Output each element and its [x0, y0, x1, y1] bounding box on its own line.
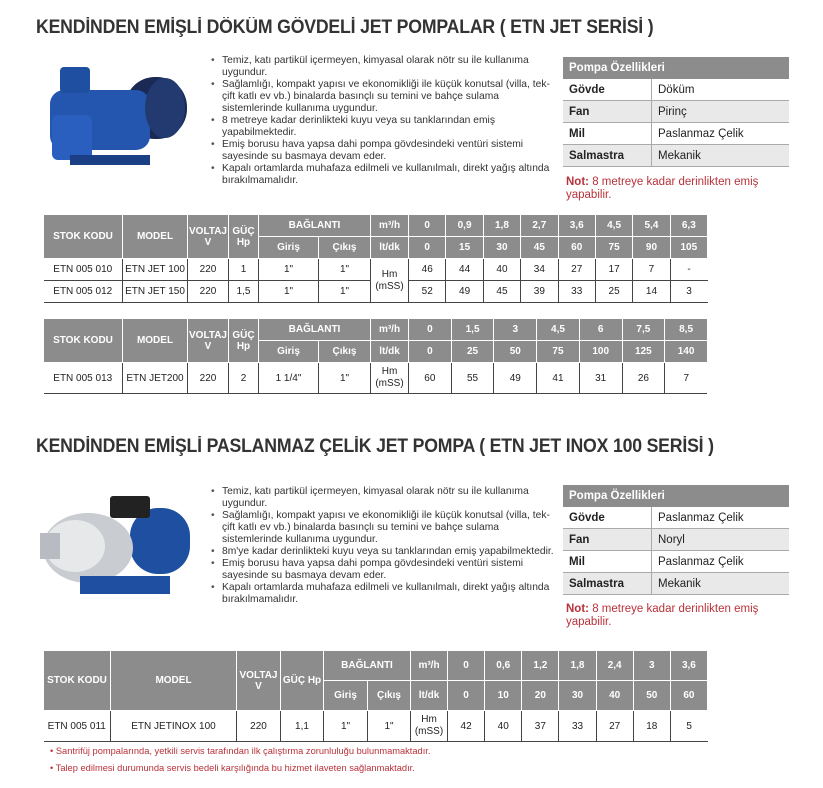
flow-ltdk: 60: [558, 237, 595, 259]
header-inlet: Giriş: [259, 341, 319, 363]
flow-ltdk: 25: [451, 341, 494, 363]
note-text: 8 metreye kadar derinlikten emiş yapabilir.: [566, 603, 759, 628]
head-value: 39: [521, 281, 558, 303]
spec-header: Pompa Özellikleri: [563, 485, 789, 507]
flow-m3h: 3: [633, 651, 670, 681]
head-value: 18: [633, 711, 670, 742]
flow-m3h: 1,8: [559, 651, 596, 681]
head-unit: Hm (mSS): [371, 259, 409, 303]
flow-ltdk: 30: [559, 681, 596, 711]
feature-item: • Sağlamlığı, kompakt yapısı ve ekonomikliği ile küçük konutsal (villa, tek-çift katlı ev vb.) binalarda basınçlı su temini ve bahçe sulama sistemlerinde kullanıma uygundur.: [210, 79, 555, 115]
flow-m3h: 4,5: [537, 319, 580, 341]
spec-value: Paslanmaz Çelik: [652, 507, 790, 529]
head-value: 45: [483, 281, 520, 303]
flow-ltdk: 50: [494, 341, 537, 363]
head-value: -: [670, 259, 707, 281]
flow-m3h: 3: [494, 319, 537, 341]
cast-iron-jet-pump-image: [30, 55, 205, 180]
header-voltage: VOLTAJ V: [188, 319, 229, 363]
feature-item: • Kapalı ortamlarda muhafaza edilmeli ve kullanılmalı, direkt yağış altında bırakılmamalıdır.: [210, 163, 555, 187]
flow-ltdk: 60: [670, 681, 707, 711]
head-value: 52: [409, 281, 446, 303]
head-value: 5: [670, 711, 707, 742]
flow-ltdk: 75: [595, 237, 632, 259]
section1-spec-table: [563, 57, 789, 167]
spec-key: Gövde: [563, 79, 652, 101]
spec-key: Mil: [563, 123, 652, 145]
flow-m3h: 0: [409, 215, 446, 237]
flow-m3h: 0,9: [446, 215, 483, 237]
stock-code: ETN 005 010: [44, 259, 123, 281]
section2-title: KENDİNDEN EMİŞLİ PASLANMAZ ÇELİK JET POMPA ( ETN JET INOX 100 SERİSİ ): [36, 436, 714, 457]
outlet: 1": [368, 711, 411, 742]
model: ETN JETINOX 100: [111, 711, 237, 742]
power: 1,5: [229, 281, 259, 303]
head-value: 55: [451, 363, 494, 394]
performance-table: [43, 214, 708, 303]
header-unit-m3h: m³/h: [411, 651, 448, 681]
voltage: 220: [188, 259, 229, 281]
stock-code: ETN 005 012: [44, 281, 123, 303]
voltage: 220: [237, 711, 281, 742]
flow-ltdk: 10: [485, 681, 522, 711]
feature-item: • Temiz, katı partikül içermeyen, kimyasal olarak nötr su ile kullanıma uygundur.: [210, 486, 555, 510]
flow-m3h: 7,5: [622, 319, 665, 341]
feature-item: • Emiş borusu hava yapsa dahi pompa gövdesindeki ventüri sistemi sayesinde su basmaya devam eder.: [210, 558, 555, 582]
header-stock-code: STOK KODU: [44, 319, 123, 363]
inlet: 1 1/4": [259, 363, 319, 394]
header-unit-ltdk: lt/dk: [371, 341, 409, 363]
feature-item: • 8m'ye kadar derinlikteki kuyu veya su tanklarından emiş yapabilmektedir.: [210, 546, 555, 558]
spec-value: Mekanik: [652, 145, 790, 167]
footnote: • Talep edilmesi durumunda servis bedeli karşılığında bu hizmet ilaveten sağlanmaktadır.: [50, 763, 415, 773]
head-value: 49: [494, 363, 537, 394]
section2-features: [210, 486, 555, 606]
note-label: Not:: [566, 176, 589, 188]
flow-ltdk: 20: [522, 681, 559, 711]
note-text: 8 metreye kadar derinlikten emiş yapabilir.: [566, 176, 759, 201]
header-stock-code: STOK KODU: [44, 215, 123, 259]
head-value: 26: [622, 363, 665, 394]
header-inlet: Giriş: [324, 681, 368, 711]
header-inlet: Giriş: [259, 237, 319, 259]
spec-value: Noryl: [652, 529, 790, 551]
table-row: [44, 259, 708, 281]
section1-note: [566, 176, 786, 202]
flow-m3h: 0: [448, 651, 485, 681]
stock-code: ETN 005 013: [44, 363, 123, 394]
spec-value: Paslanmaz Çelik: [652, 551, 790, 573]
header-unit-ltdk: lt/dk: [411, 681, 448, 711]
head-value: 7: [633, 259, 670, 281]
voltage: 220: [188, 281, 229, 303]
flow-ltdk: 40: [596, 681, 633, 711]
flow-m3h: 3,6: [558, 215, 595, 237]
head-value: 60: [409, 363, 452, 394]
head-value: 40: [483, 259, 520, 281]
flow-ltdk: 140: [665, 341, 708, 363]
spec-key: Fan: [563, 101, 652, 123]
performance-table: [43, 650, 708, 742]
header-outlet: Çıkış: [319, 341, 371, 363]
header-outlet: Çıkış: [319, 237, 371, 259]
flow-ltdk: 45: [521, 237, 558, 259]
power: 1: [229, 259, 259, 281]
flow-m3h: 0: [409, 319, 452, 341]
model: ETN JET200: [123, 363, 188, 394]
head-value: 42: [448, 711, 485, 742]
footnote: • Santrifüj pompalarında, yetkili servis tarafından ilk çalıştırma zorunluluğu bulunmamaktadır.: [50, 746, 431, 756]
header-connection: BAĞLANTI: [259, 215, 371, 237]
flow-ltdk: 30: [483, 237, 520, 259]
flow-ltdk: 90: [633, 237, 670, 259]
header-connection: BAĞLANTI: [324, 651, 411, 681]
header-unit-m3h: m³/h: [371, 319, 409, 341]
power: 2: [229, 363, 259, 394]
header-model: MODEL: [123, 215, 188, 259]
head-value: 33: [559, 711, 596, 742]
feature-item: • Sağlamlığı, kompakt yapısı ve ekonomikliği ile küçük konutsal (villa, tek-çift katlı ev vb.) binalarda basınçlı su temini ve bahçe sulama sistemlerinde kullanıma uygundur.: [210, 510, 555, 546]
outlet: 1": [319, 363, 371, 394]
spec-key: Salmastra: [563, 145, 652, 167]
head-value: 7: [665, 363, 708, 394]
outlet: 1": [319, 259, 371, 281]
flow-m3h: 2,4: [596, 651, 633, 681]
power: 1,1: [281, 711, 324, 742]
flow-m3h: 3,6: [670, 651, 707, 681]
spec-key: Fan: [563, 529, 652, 551]
spec-key: Salmastra: [563, 573, 652, 595]
flow-ltdk: 15: [446, 237, 483, 259]
feature-item: • Emiş borusu hava yapsa dahi pompa gövdesindeki ventüri sistemi sayesinde su basmaya devam eder.: [210, 139, 555, 163]
model: ETN JET 100: [123, 259, 188, 281]
note-label: Not:: [566, 603, 589, 615]
flow-m3h: 1,5: [451, 319, 494, 341]
header-power: GÜÇ Hp: [229, 319, 259, 363]
section1-title: KENDİNDEN EMİŞLİ DÖKÜM GÖVDELİ JET POMPALAR ( ETN JET SERİSİ ): [36, 17, 654, 38]
stock-code: ETN 005 011: [44, 711, 111, 742]
flow-ltdk: 75: [537, 341, 580, 363]
head-value: 40: [485, 711, 522, 742]
flow-ltdk: 0: [448, 681, 485, 711]
header-stock-code: STOK KODU: [44, 651, 111, 711]
inlet: 1": [259, 281, 319, 303]
header-model: MODEL: [111, 651, 237, 711]
inlet: 1": [259, 259, 319, 281]
flow-m3h: 6: [579, 319, 622, 341]
section2-note: [566, 603, 786, 629]
spec-value: Paslanmaz Çelik: [652, 123, 790, 145]
header-model: MODEL: [123, 319, 188, 363]
spec-value: Mekanik: [652, 573, 790, 595]
flow-m3h: 8,5: [665, 319, 708, 341]
performance-table: [43, 318, 708, 394]
head-value: 27: [596, 711, 633, 742]
head-value: 46: [409, 259, 446, 281]
head-value: 37: [522, 711, 559, 742]
section2-spec-table: [563, 485, 789, 595]
inlet: 1": [324, 711, 368, 742]
feature-item: • 8 metreye kadar derinlikteki kuyu veya su tanklarından emiş yapabilmektedir.: [210, 115, 555, 139]
voltage: 220: [188, 363, 229, 394]
header-unit-ltdk: lt/dk: [371, 237, 409, 259]
flow-ltdk: 50: [633, 681, 670, 711]
head-value: 44: [446, 259, 483, 281]
spec-value: Döküm: [652, 79, 790, 101]
flow-ltdk: 105: [670, 237, 707, 259]
head-value: 17: [595, 259, 632, 281]
header-voltage: VOLTAJ V: [237, 651, 281, 711]
head-value: 14: [633, 281, 670, 303]
header-power: GÜÇ Hp: [229, 215, 259, 259]
table-row: [44, 363, 708, 394]
feature-item: • Kapalı ortamlarda muhafaza edilmeli ve kullanılmalı, direkt yağış altında bırakılmamalıdır.: [210, 582, 555, 606]
flow-ltdk: 125: [622, 341, 665, 363]
header-unit-m3h: m³/h: [371, 215, 409, 237]
feature-item: • Temiz, katı partikül içermeyen, kimyasal olarak nötr su ile kullanıma uygundur.: [210, 55, 555, 79]
head-value: 41: [537, 363, 580, 394]
flow-ltdk: 0: [409, 341, 452, 363]
flow-ltdk: 0: [409, 237, 446, 259]
flow-m3h: 5,4: [633, 215, 670, 237]
flow-m3h: 1,2: [522, 651, 559, 681]
head-value: 49: [446, 281, 483, 303]
header-outlet: Çıkış: [368, 681, 411, 711]
header-connection: BAĞLANTI: [259, 319, 371, 341]
spec-value: Pirinç: [652, 101, 790, 123]
flow-m3h: 2,7: [521, 215, 558, 237]
section1-features: [210, 55, 555, 187]
head-value: 33: [558, 281, 595, 303]
flow-m3h: 1,8: [483, 215, 520, 237]
model: ETN JET 150: [123, 281, 188, 303]
head-unit: Hm (mSS): [371, 363, 409, 394]
flow-ltdk: 100: [579, 341, 622, 363]
table-row: [44, 711, 708, 742]
head-value: 31: [579, 363, 622, 394]
head-value: 34: [521, 259, 558, 281]
outlet: 1": [319, 281, 371, 303]
flow-m3h: 4,5: [595, 215, 632, 237]
spec-key: Mil: [563, 551, 652, 573]
head-value: 3: [670, 281, 707, 303]
head-value: 25: [595, 281, 632, 303]
flow-m3h: 6,3: [670, 215, 707, 237]
header-voltage: VOLTAJ V: [188, 215, 229, 259]
spec-header: Pompa Özellikleri: [563, 57, 789, 79]
head-unit: Hm (mSS): [411, 711, 448, 742]
flow-m3h: 0,6: [485, 651, 522, 681]
header-power: GÜÇ Hp: [281, 651, 324, 711]
spec-key: Gövde: [563, 507, 652, 529]
stainless-jet-pump-image: [30, 488, 205, 613]
head-value: 27: [558, 259, 595, 281]
